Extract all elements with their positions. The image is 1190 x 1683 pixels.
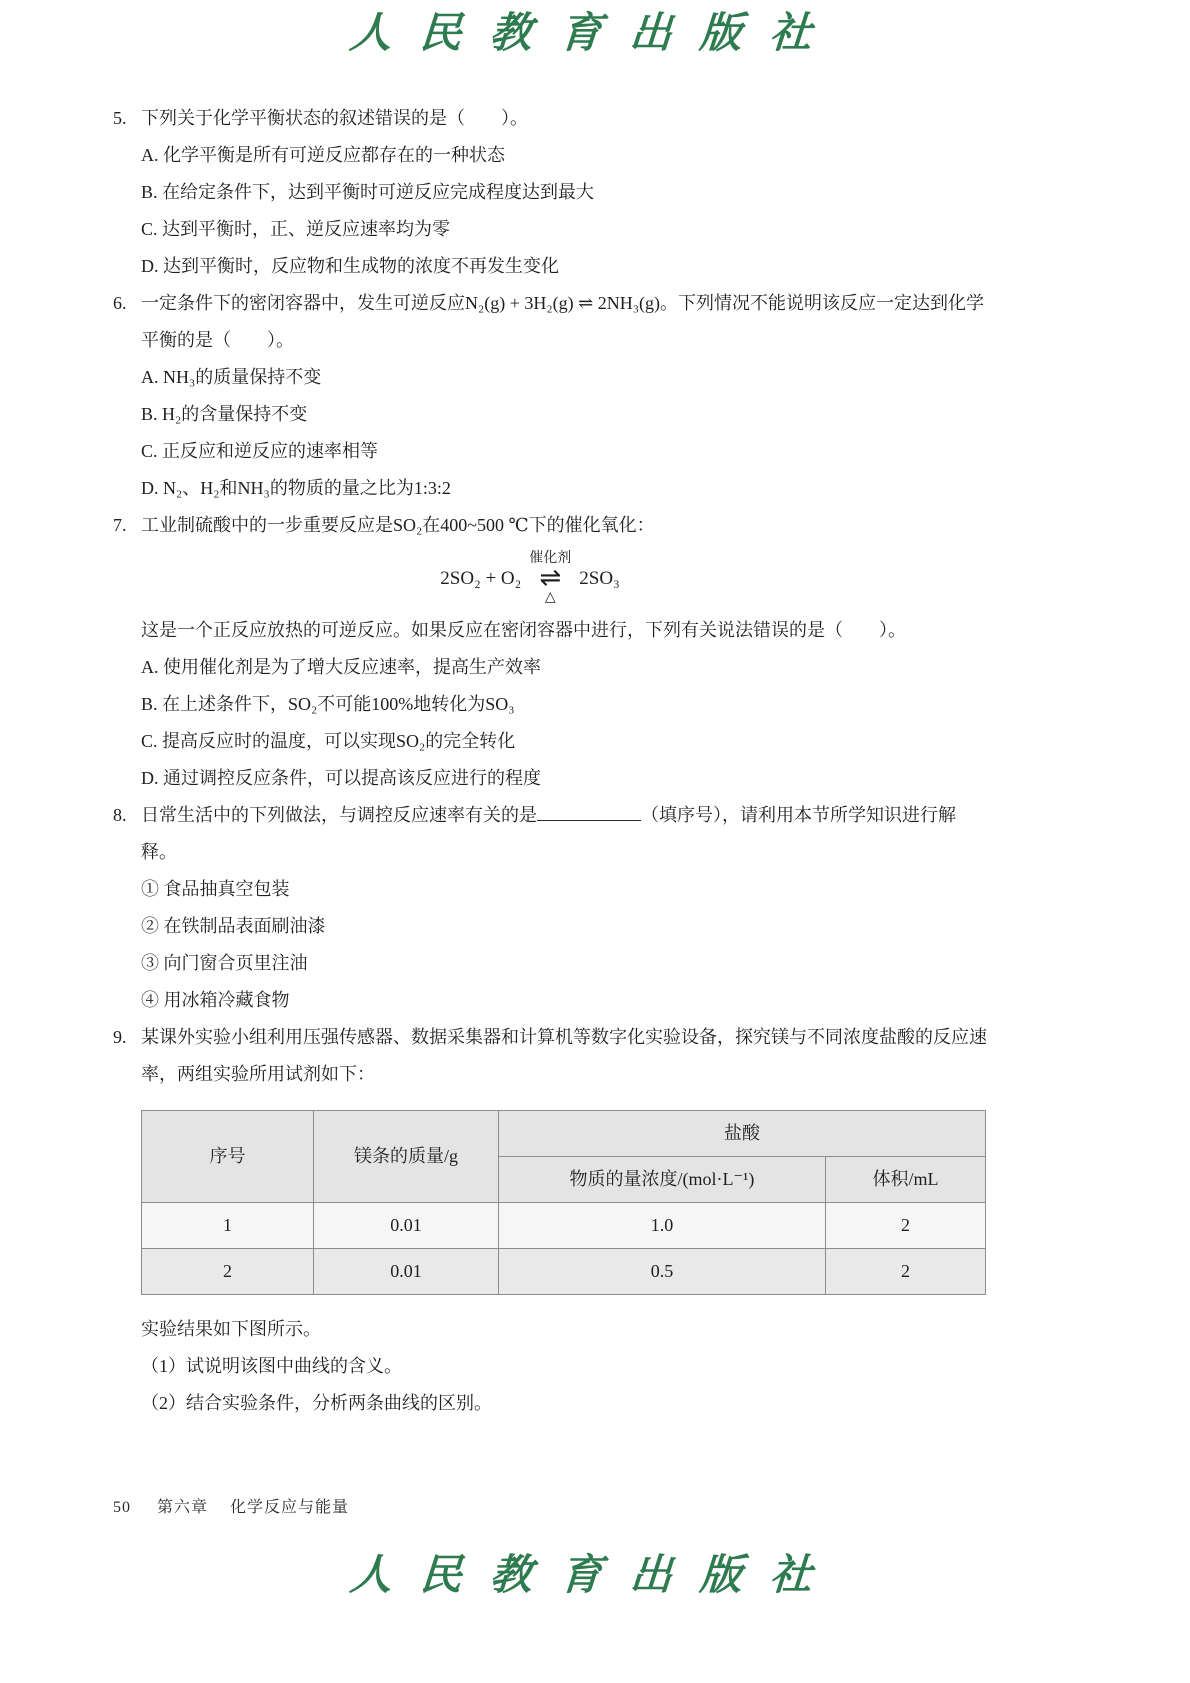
table-cell: 2 — [826, 1203, 986, 1249]
reagents-table — [141, 1110, 986, 1295]
option: B. 在上述条件下，SO₂不可能100%地转化为SO₃ — [141, 694, 515, 714]
options-list — [113, 649, 987, 797]
table-header-row — [142, 1111, 986, 1157]
option: B. H₂的含量保持不变 — [141, 404, 308, 424]
option: C. 达到平衡时，正、逆反应速率均为零 — [141, 219, 451, 239]
column-header: 镁条的质量/g — [314, 1111, 499, 1203]
question-number: 8. — [113, 805, 127, 825]
chapter-title: 化学反应与能量 — [230, 1499, 350, 1516]
question-8 — [113, 797, 987, 1019]
question-number: 7. — [113, 515, 127, 535]
page-number: 50 — [113, 1499, 131, 1516]
table-cell: 2 — [142, 1249, 314, 1295]
table-cell: 2 — [826, 1249, 986, 1295]
option: B. 在给定条件下，达到平衡时可逆反应完成程度达到最大 — [141, 182, 595, 202]
sub-question: （1）试说明该图中曲线的含义。 — [141, 1356, 402, 1376]
column-header: 物质的量浓度/(mol·L⁻¹) — [499, 1157, 826, 1203]
equation-conditions — [529, 550, 571, 606]
options-list — [113, 137, 987, 285]
question-number: 9. — [113, 1027, 127, 1047]
equation-right-side: 2SO₃ — [579, 567, 620, 589]
option: D. 达到平衡时，反应物和生成物的浓度不再发生变化 — [141, 256, 559, 276]
question-continuation: 这是一个正反应放热的可逆反应。如果反应在密闭容器中进行，下列有关说法错误的是（ ）。 — [141, 620, 906, 640]
table-cell: 0.5 — [499, 1249, 826, 1295]
option: C. 提高反应时的温度，可以实现SO₂的完全转化 — [141, 731, 516, 751]
table-cell: 1 — [142, 1203, 314, 1249]
equation-left-side: 2SO₂ + O₂ — [440, 567, 522, 589]
option: A. 使用催化剂是为了增大反应速率，提高生产效率 — [141, 657, 541, 677]
question-stem: 一定条件下的密闭容器中，发生可逆反应N₂(g) + 3H₂(g) ⇌ 2NH₃(g)。下列情况不能说明该反应一定达到化学平衡的是（ ）。 — [141, 293, 985, 350]
page-footer — [113, 1494, 349, 1517]
list-item: ② 在铁制品表面刷油漆 — [141, 916, 326, 936]
stem-text-before-blank: 日常生活中的下列做法，与调控反应速率有关的是 — [141, 805, 537, 825]
question-stem: 工业制硫酸中的一步重要反应是SO₂在400~500 ℃下的催化氧化： — [141, 515, 655, 535]
question-5 — [113, 100, 987, 285]
table-cell: 1.0 — [499, 1203, 826, 1249]
column-header: 序号 — [142, 1111, 314, 1203]
question-stem — [141, 797, 987, 871]
question-stem: 下列关于化学平衡状态的叙述错误的是（ ）。 — [141, 108, 528, 128]
list-item: ① 食品抽真空包装 — [141, 879, 290, 899]
publisher-logo-top: 人民教育出版社 — [348, 8, 842, 57]
column-group-header: 盐酸 — [499, 1111, 986, 1157]
list-item: ③ 向门窗合页里注油 — [141, 953, 308, 973]
table-cell: 0.01 — [314, 1203, 499, 1249]
sub-question: （2）结合实验条件，分析两条曲线的区别。 — [141, 1393, 492, 1413]
list-item: ④ 用冰箱冷藏食物 — [141, 990, 290, 1010]
option: D. N₂、H₂和NH₃的物质的量之比为1:3:2 — [141, 478, 451, 498]
numbered-items-list — [113, 871, 987, 1019]
question-number: 6. — [113, 293, 127, 313]
exercise-content — [113, 100, 987, 1422]
chapter-label: 第六章 — [157, 1499, 209, 1516]
answer-blank — [537, 801, 641, 821]
question-7 — [113, 507, 987, 797]
question-6 — [113, 285, 987, 507]
equilibrium-arrow-icon: ⇌ — [539, 563, 562, 593]
table-cell: 0.01 — [314, 1249, 499, 1295]
table-row — [142, 1203, 986, 1249]
option: A. NH₃的质量保持不变 — [141, 367, 322, 387]
table-row — [142, 1249, 986, 1295]
option: A. 化学平衡是所有可逆反应都存在的一种状态 — [141, 145, 505, 165]
column-header: 体积/mL — [826, 1157, 986, 1203]
publisher-logo-bottom: 人民教育出版社 — [348, 1550, 842, 1599]
heat-delta-label: △ — [544, 590, 556, 605]
option: C. 正反应和逆反应的速率相等 — [141, 441, 379, 461]
table-caption: 实验结果如下图所示。 — [141, 1319, 321, 1339]
stem-text-after-blank: （填序号），请利用本节所学知识进行解释。 — [141, 805, 956, 862]
catalyst-label: 催化剂 — [529, 551, 572, 566]
question-stem: 某课外实验小组利用压强传感器、数据采集器和计算机等数字化实验设备，探究镁与不同浓度盐酸的反应速率，两组实验所用试剂如下： — [141, 1027, 987, 1084]
option: D. 通过调控反应条件，可以提高该反应进行的程度 — [141, 768, 541, 788]
chemical-equation — [113, 550, 987, 606]
question-9 — [113, 1019, 987, 1422]
options-list — [113, 359, 987, 507]
question-number: 5. — [113, 108, 127, 128]
